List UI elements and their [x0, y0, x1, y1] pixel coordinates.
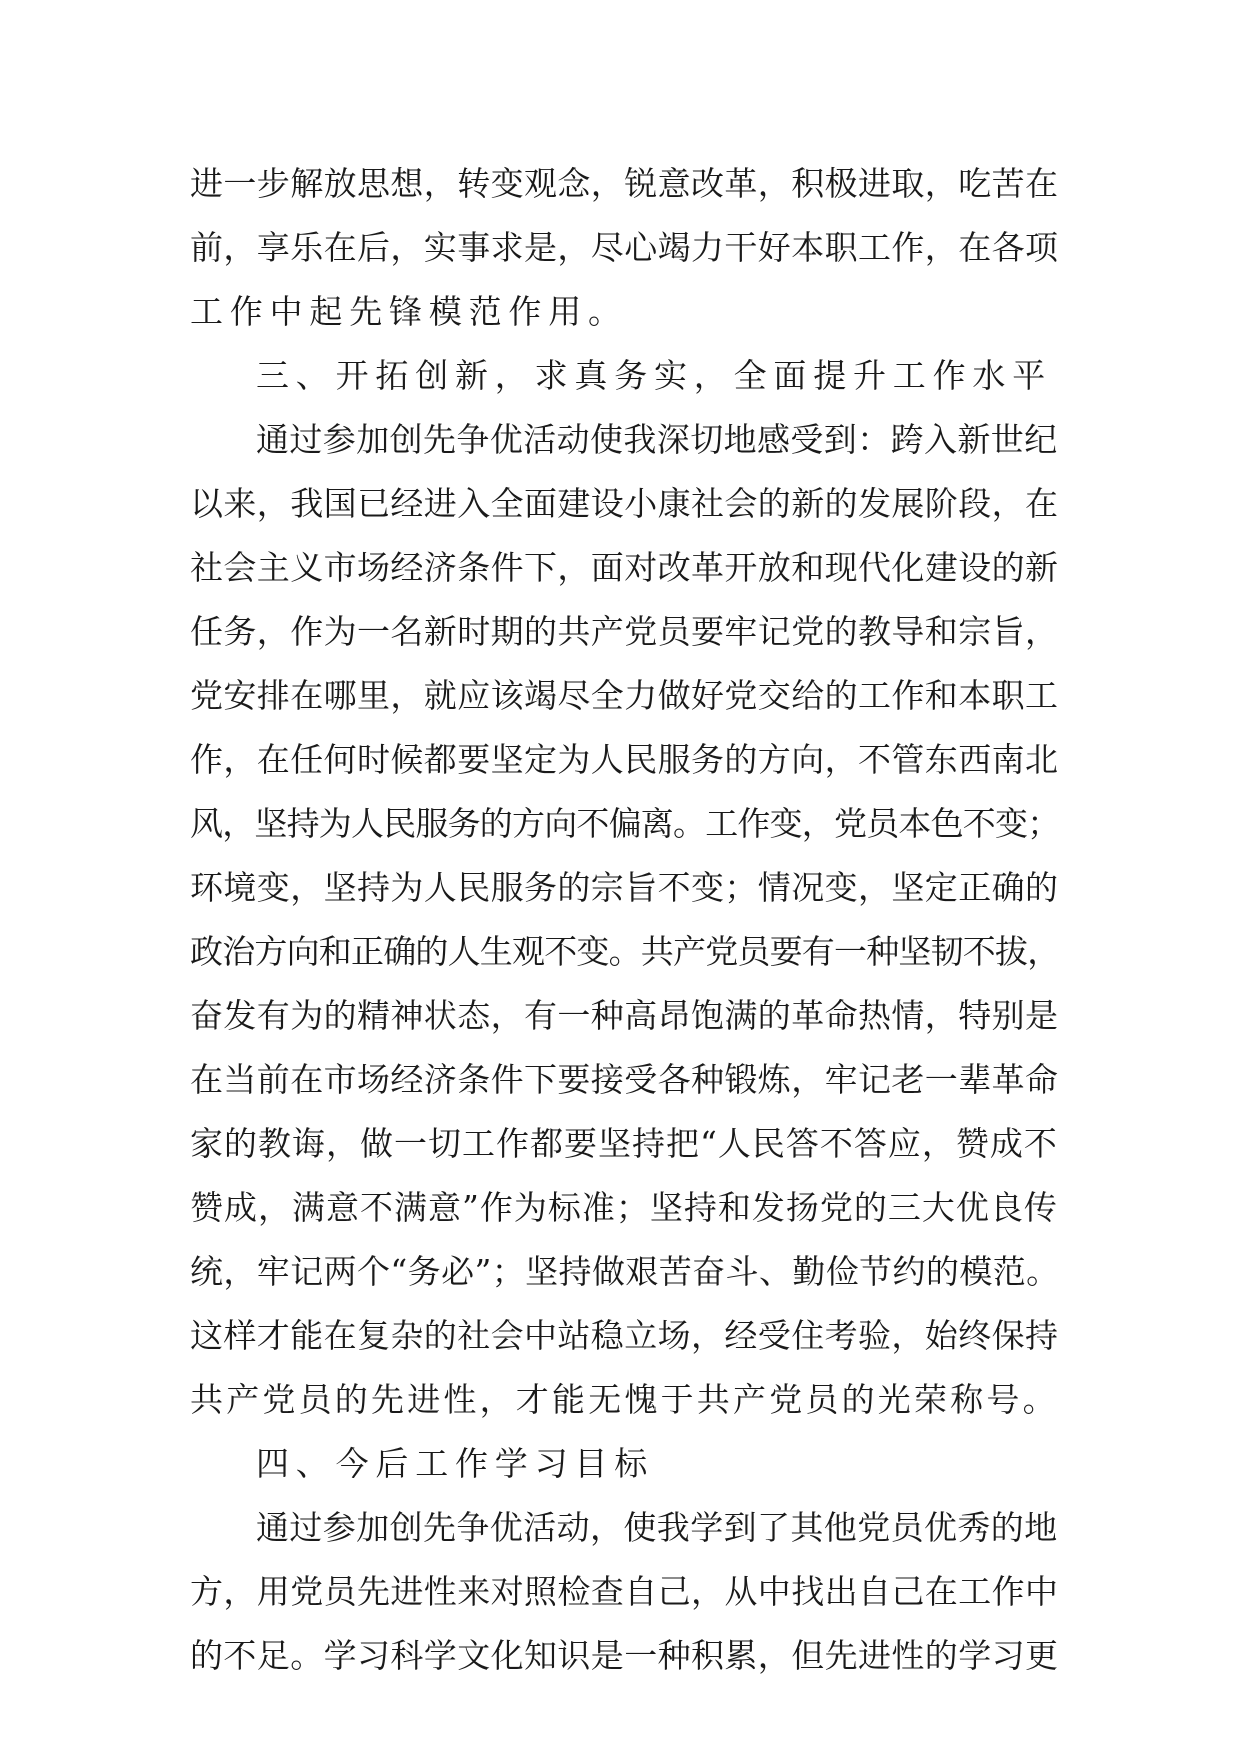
- text-line: 统，牢记两个“务必”；坚持做艰苦奋斗、勤俭节约的模范。: [190, 1252, 1060, 1291]
- text-line: 这样才能在复杂的社会中站稳立场，经受住考验，始终保持: [190, 1316, 1059, 1355]
- text-line: 进一步解放思想，转变观念，锐意改革，积极进取，吃苦在: [190, 164, 1059, 203]
- text-line: 在当前在市场经济条件下要接受各种锻炼，牢记老一辈革命: [190, 1060, 1059, 1099]
- text-line: 党安排在哪里，就应该竭尽全力做好党交给的工作和本职工: [190, 676, 1059, 715]
- section-heading-3: 三、开拓创新，求真务实，全面提升工作水平: [256, 356, 1052, 395]
- text-line: 作，在任何时候都要坚定为人民服务的方向，不管东西南北: [190, 740, 1059, 779]
- text-line: 任务，作为一名新时期的共产党员要牢记党的教导和宗旨，: [190, 612, 1059, 651]
- text-line: 共产党员的先进性，才能无愧于共产党员的光荣称号。: [190, 1380, 1059, 1419]
- text-line: 政治方向和正确的人生观不变。共产党员要有一种坚韧不拔，: [190, 932, 1060, 971]
- text-line: 方，用党员先进性来对照检查自己，从中找出自己在工作中: [190, 1572, 1059, 1611]
- text-line: 社会主义市场经济条件下，面对改革开放和现代化建设的新: [190, 548, 1059, 587]
- section-heading-4: 四、今后工作学习目标: [256, 1444, 654, 1483]
- text-line: 赞成，满意不满意”作为标准；坚持和发扬党的三大优良传: [190, 1188, 1058, 1227]
- text-line: 前，享乐在后，实事求是，尽心竭力干好本职工作，在各项: [190, 228, 1059, 267]
- text-line: 通过参加创先争优活动，使我学到了其他党员优秀的地: [256, 1508, 1058, 1547]
- text-line: 通过参加创先争优活动使我深切地感受到：跨入新世纪: [256, 420, 1058, 459]
- text-line: 环境变，坚持为人民服务的宗旨不变；情况变，坚定正确的: [190, 868, 1059, 907]
- text-line: 的不足。学习科学文化知识是一种积累，但先进性的学习更: [190, 1636, 1059, 1675]
- text-line: 以来，我国已经进入全面建设小康社会的新的发展阶段，在: [190, 484, 1059, 523]
- text-line: 家的教诲，做一切工作都要坚持把“人民答不答应，赞成不: [190, 1124, 1058, 1163]
- text-line: 工作中起先锋模范作用。: [190, 292, 628, 331]
- text-line: 奋发有为的精神状态，有一种高昂饱满的革命热情，特别是: [190, 996, 1059, 1035]
- text-line: 风，坚持为人民服务的方向不偏离。工作变，党员本色不变；: [190, 804, 1060, 843]
